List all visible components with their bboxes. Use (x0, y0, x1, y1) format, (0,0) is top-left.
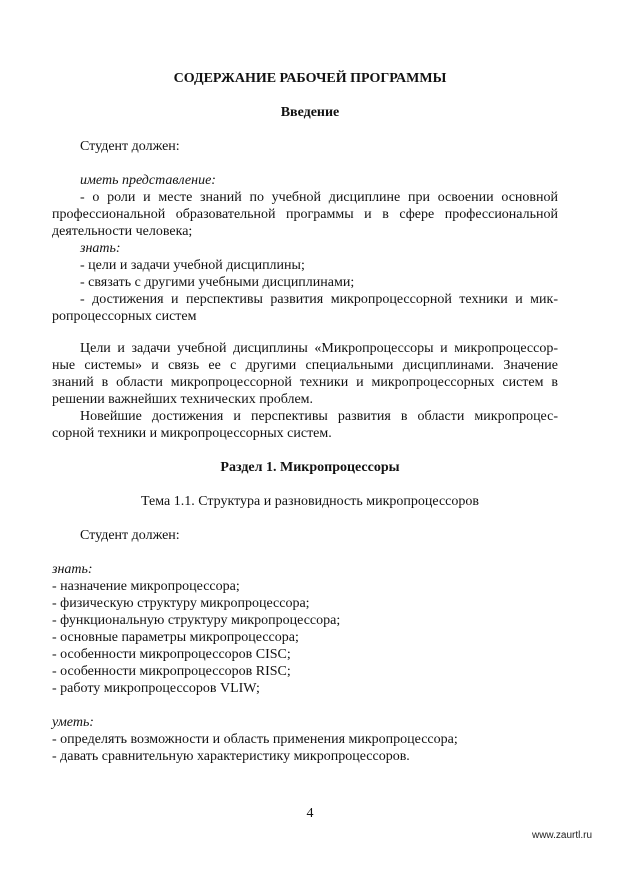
list-item: - функциональную структуру микропроцессора; (52, 613, 341, 628)
intro-student-must: Студент должен: (80, 139, 180, 154)
list-item: - особенности микропроцессоров CISC; (52, 647, 291, 662)
list-item: - работу микропроцессоров VLIW; (52, 681, 260, 696)
intro-know-label: знать: (80, 241, 121, 256)
have-idea-line-3: деятельности человека; (52, 224, 193, 239)
intro-know-line-1: - цели и задачи учебной дисциплины; (80, 258, 305, 273)
section1-title: Раздел 1. Микропроцессоры (220, 460, 400, 475)
section1-know-label: знать: (52, 562, 93, 577)
section1-topic: Тема 1.1. Структура и разновидность микропроцессоров (141, 494, 479, 509)
intro-know-line-2: - связать с другими учебными дисциплинами; (80, 275, 355, 290)
intro-para1-line-4: решении важнейших технических проблем. (52, 392, 314, 407)
page-number: 4 (306, 806, 314, 821)
intro-know-line-4: ропроцессорных систем (52, 309, 197, 324)
section1-can-label: уметь: (52, 715, 94, 730)
list-item: - особенности микропроцессоров RISC; (52, 664, 291, 679)
list-item: - давать сравнительную характеристику микропроцессоров. (52, 749, 410, 764)
list-item: - основные параметры микропроцессора; (52, 630, 299, 645)
intro-para1-line-3: знаний в области микропроцессорной техники и микропроцессорных систем в (52, 375, 558, 390)
intro-know-line-3: - достижения и перспективы развития микропроцессорной техники и мик- (80, 292, 558, 307)
section1-student-must: Студент должен: (80, 528, 180, 543)
list-item: - физическую структуру микропроцессора; (52, 596, 310, 611)
have-idea-label: иметь представление: (80, 173, 216, 188)
watermark: www.zaurtl.ru (531, 830, 592, 841)
intro-title: Введение (280, 105, 340, 120)
intro-para2-line-1: Новейшие достижения и перспективы развития в области микропроцес- (80, 409, 558, 424)
list-item: - назначение микропроцессора; (52, 579, 240, 594)
intro-para1-line-1: Цели и задачи учебной дисциплины «Микропроцессоры и микропроцессор- (80, 341, 558, 356)
list-item: - определять возможности и область применения микропроцессора; (52, 732, 458, 747)
have-idea-line-1: - о роли и месте знаний по учебной дисциплине при освоении основной (80, 190, 558, 205)
intro-para1-line-2: ные системы» и связь ее с другими специальными дисциплинами. Значение (52, 358, 558, 373)
intro-para2-line-2: сорной техники и микропроцессорных систем. (52, 426, 332, 441)
document-heading: СОДЕРЖАНИЕ РАБОЧЕЙ ПРОГРАММЫ (173, 71, 447, 86)
have-idea-line-2: профессиональной образовательной программы и в сфере профессиональной (52, 207, 558, 222)
